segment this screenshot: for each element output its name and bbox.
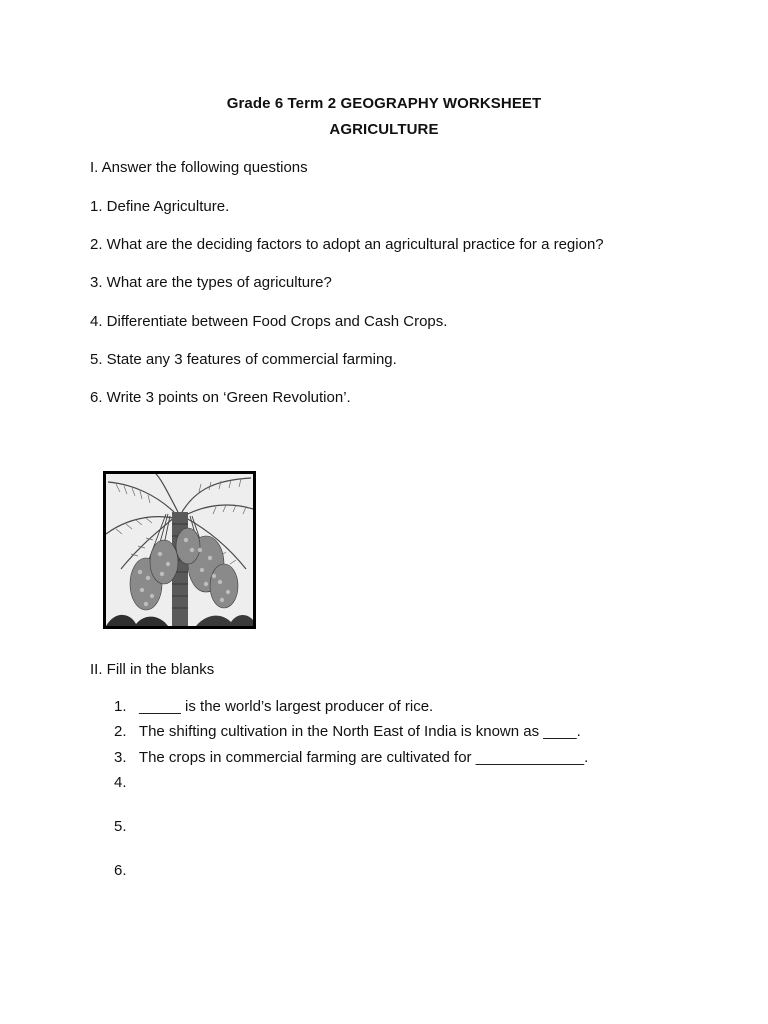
worksheet-title: Grade 6 Term 2 GEOGRAPHY WORKSHEET	[226, 95, 542, 112]
list-item-number: 4.	[114, 774, 127, 791]
list-item	[114, 723, 581, 740]
question-4: 4. Differentiate between Food Crops and Cash Crops.	[90, 313, 448, 330]
list-item-number: 1.	[114, 698, 127, 715]
question-5: 5. State any 3 features of commercial farming.	[90, 351, 397, 368]
list-item	[114, 749, 588, 766]
list-item-number: 2.	[114, 723, 127, 740]
worksheet-subtitle: AGRICULTURE	[329, 121, 439, 138]
list-item-text: The shifting cultivation in the North East of India is known as ____.	[138, 723, 581, 740]
list-item	[114, 818, 135, 835]
question-6: 6. Write 3 points on ‘Green Revolution’.	[90, 389, 351, 406]
list-item-text: The crops in commercial farming are cultivated for _____________.	[138, 749, 589, 766]
list-item-text: _____ is the world’s largest producer of rice.	[139, 698, 434, 715]
question-1: 1. Define Agriculture.	[90, 198, 230, 215]
question-3: 3. What are the types of agriculture?	[90, 274, 332, 291]
list-item-number: 5.	[114, 818, 127, 835]
list-item	[114, 774, 135, 791]
date-palm-illustration	[106, 474, 253, 626]
list-item	[114, 862, 135, 879]
list-item-number: 3.	[114, 749, 127, 766]
section-2-heading: II. Fill in the blanks	[90, 661, 215, 678]
list-item-number: 6.	[114, 862, 127, 879]
list-item	[114, 698, 433, 715]
question-2: 2. What are the deciding factors to adopt an agricultural practice for a region?	[90, 236, 604, 253]
section-1-heading: I. Answer the following questions	[90, 159, 308, 176]
date-palm-image	[103, 471, 256, 629]
